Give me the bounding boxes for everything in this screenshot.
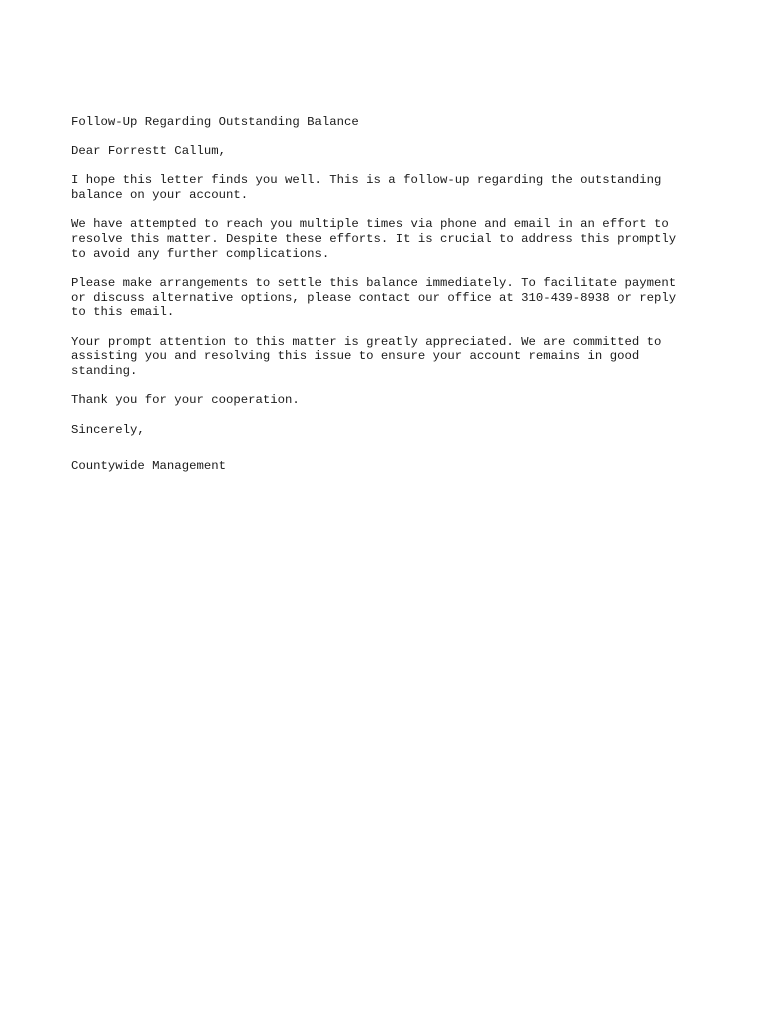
paragraph-line: balance on your account. — [71, 188, 249, 203]
letter-paragraph-attempts — [71, 217, 711, 261]
paragraph-line: We have attempted to reach you multiple times via phone and email in an effort to — [71, 217, 669, 232]
paragraph-line: to this email. — [71, 305, 175, 320]
letter-signature: Countywide Management — [71, 458, 226, 473]
paragraph-line: standing. — [71, 363, 138, 378]
letter-paragraph-arrangements — [71, 276, 711, 320]
letter-closing: Sincerely, — [71, 422, 145, 437]
paragraph-line: assisting you and resolving this issue to ensure your account remains in good — [71, 349, 640, 364]
letter-thanks: Thank you for your cooperation. — [71, 393, 300, 408]
paragraph-line: Your prompt attention to this matter is greatly appreciated. We are committed to — [71, 334, 662, 349]
letter-paragraph-appreciation — [71, 335, 711, 379]
letter-page — [71, 115, 711, 473]
letter-subject: Follow-Up Regarding Outstanding Balance — [71, 115, 359, 129]
paragraph-line: Please make arrangements to settle this balance immediately. To facilitate payment — [71, 275, 677, 290]
letter-greeting: Dear Forrestt Callum, — [71, 144, 226, 159]
paragraph-line: or discuss alternative options, please contact our office at 310-439-8938 or reply — [71, 290, 677, 305]
letter-paragraph-intro — [71, 173, 711, 202]
paragraph-line: to avoid any further complications. — [71, 246, 330, 261]
paragraph-line: I hope this letter finds you well. This is a follow-up regarding the outstanding — [71, 173, 662, 188]
paragraph-line: resolve this matter. Despite these efforts. It is crucial to address this promptly — [71, 232, 677, 247]
